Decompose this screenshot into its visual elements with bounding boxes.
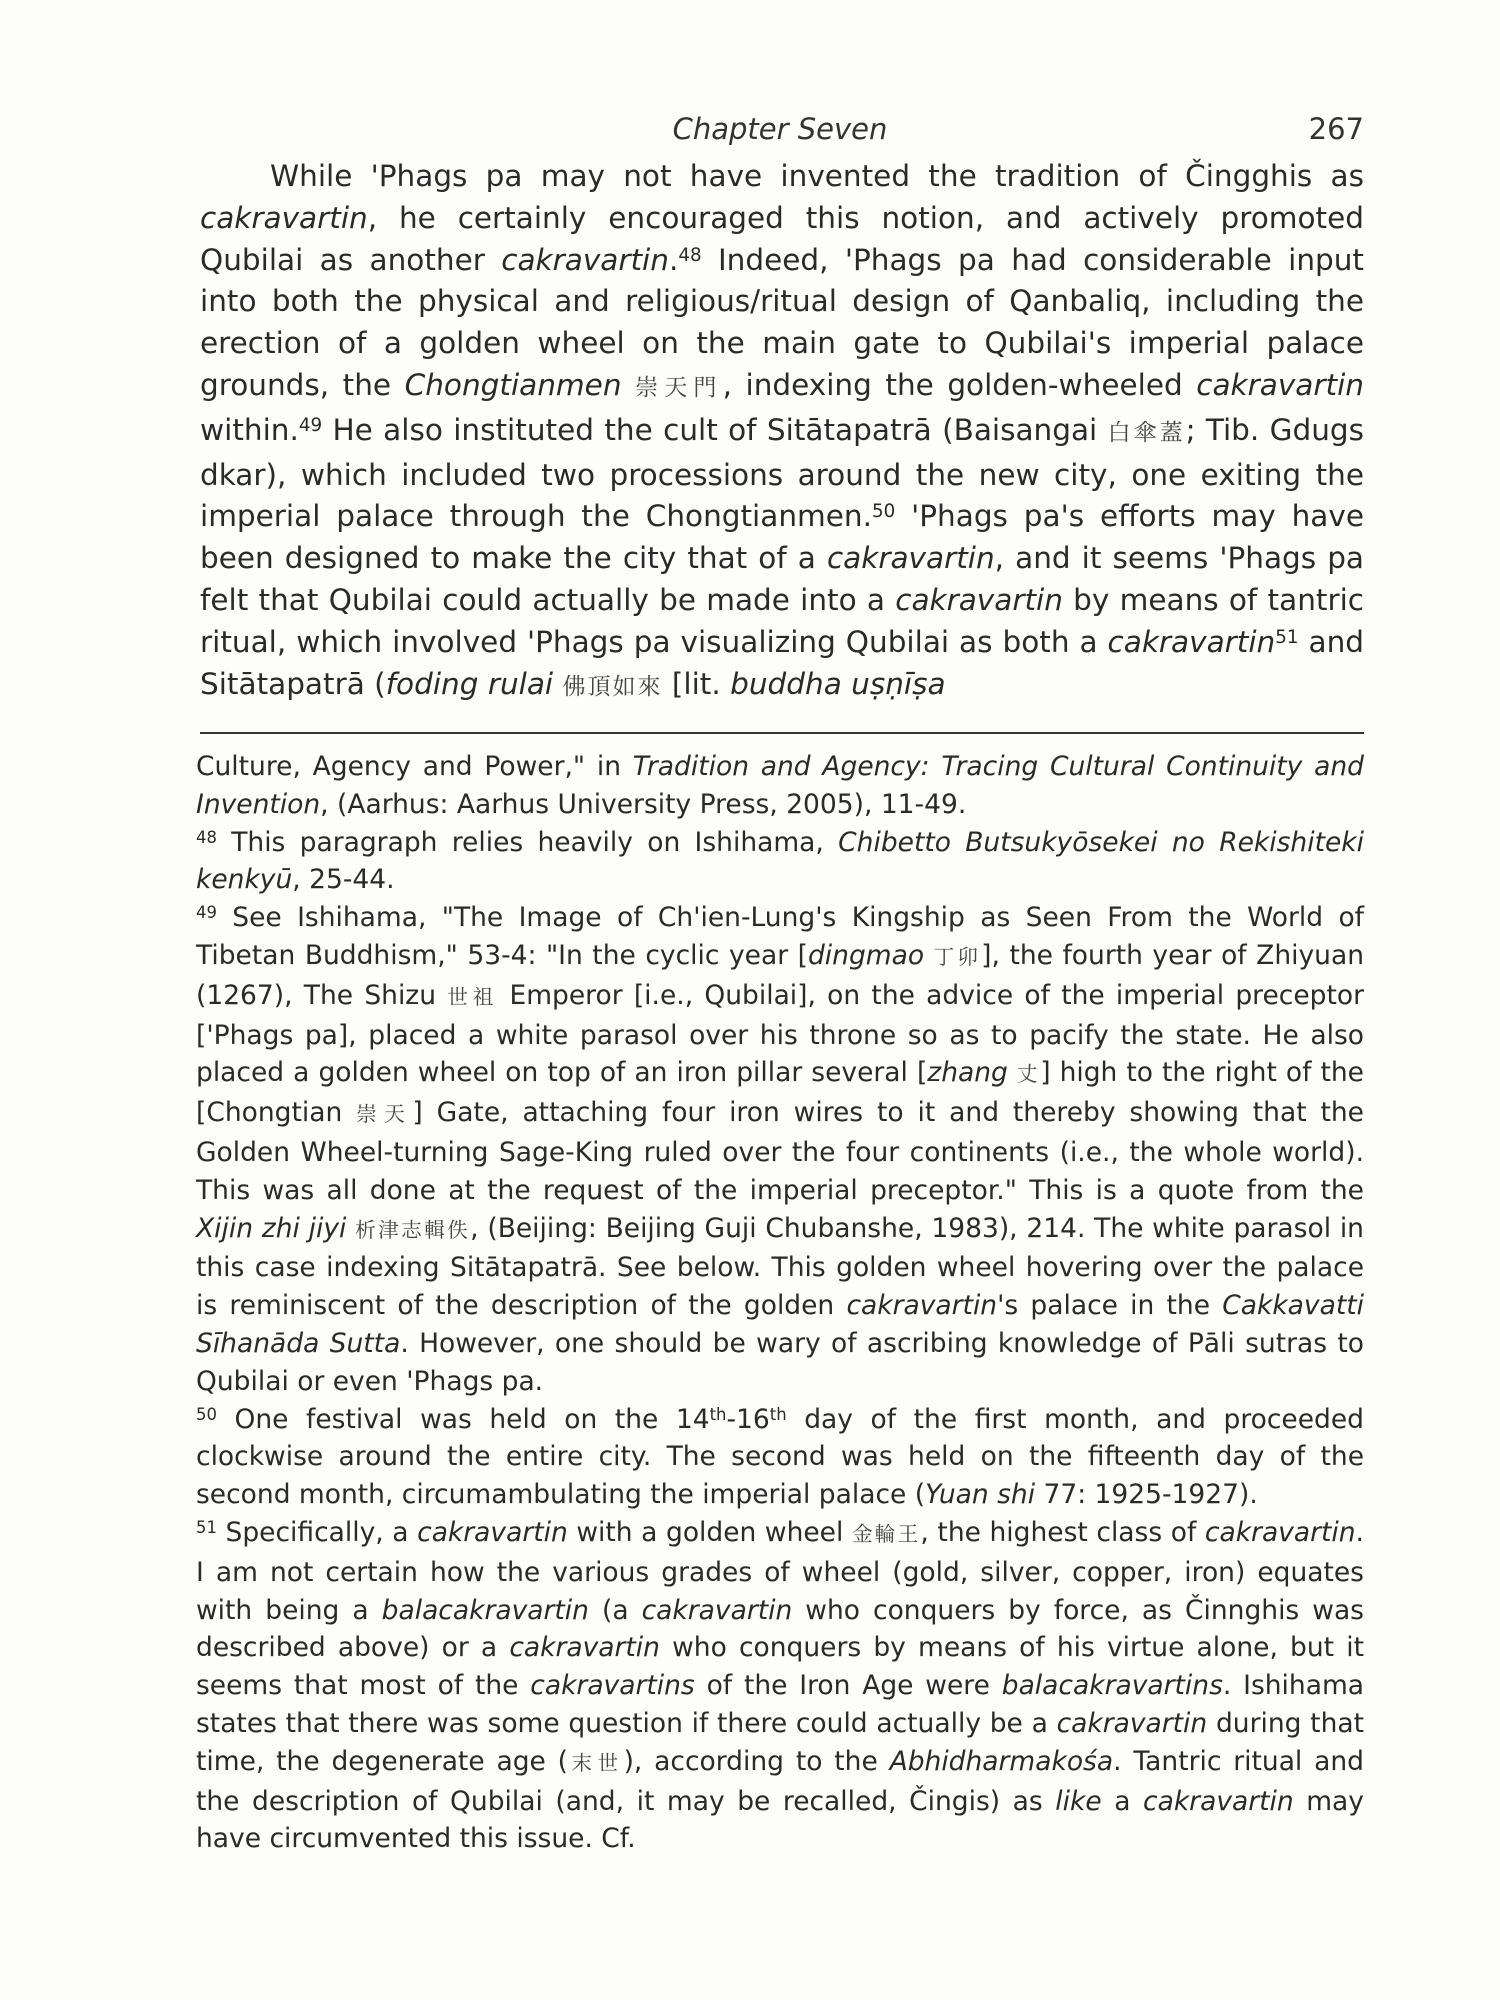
chapter-title: Chapter Seven [672, 112, 888, 146]
footnote-ref-51[interactable]: 51 [1275, 626, 1299, 648]
footnote-number: 48 [196, 827, 217, 847]
footnote-number: 51 [196, 1517, 217, 1537]
page-number: 267 [1308, 112, 1364, 146]
footnote-number: 50 [196, 1404, 217, 1424]
body-paragraph: While 'Phags pa may not have invented the tradition of Čingghis as cakravartin, he certainly encouraged this notion, and actively promoted Qubilai as another cakravartin.$^{48}$ Indeed, 'Phags pa had considerable input into both the physical and religious/ritual design of Qanbaliq, including the erection of a golden wheel on the main gate to Qubilai's imperial palace grounds, the Chongtianmen 崇天門, indexing the golden-wheeled cakravartin within.$^{49}$ He also instituted the cult of Sitātapatrā (Baisangai 白傘蓋; Tib. Gdugs dkar), which included two processions around the new city, one exiting the imperial palace through the Chongtianmen.$^{50}$ 'Phags pa's efforts may have been designed to make the city that of a cakravartin, and it seems 'Phags pa felt that Qubilai could actually be made into a cakravartin by means of tantric ritual, which involved 'Phags pa visualizing Qubilai as both a cakravartin$^{51}$ and Sitātapatrā (foding rulai 佛頂如來 [lit. buddha uṣṇīṣa [200, 159, 1365, 701]
footnote-ref-48[interactable]: 48 [678, 244, 702, 266]
footnote-ref-50[interactable]: 50 [872, 501, 896, 523]
footnote-51: $^{51}$ Specifically, a cakravartin with a golden wheel 金輪王, the highest class of cakravartin. I am not certain how the various grades of wheel (gold, silver, copper, iron) equates with being a balacakravartin (a cakravartin who conquers by force, as Činnghis was described above) or a cakravartin who conquers by means of his virtue alone, but it seems that most of the cakravartins of the Iron Age were balacakravartins. Ishihama states that there was some question if there could actually be a cakravartin during that time, the degenerate age (末世), according to the Abhidharmakośa. Tantric ritual and the description of Qubilai (and, it may be recalled, Čingis) as like a cakravartin may have circumvented this issue. Cf. [196, 1516, 1364, 1855]
running-header [196, 112, 1364, 152]
footnotes [196, 748, 1364, 1858]
footnote-divider [200, 732, 1364, 734]
footnote-49: $^{49}$ See Ishihama, "The Image of Ch'ien-Lung's Kingship as Seen From the World of Tibetan Buddhism," 53-4: "In the cyclic year [dingmao 丁卯], the fourth year of Zhiyuan (1267), The Shizu 世祖 Emperor [i.e., Qubilai], on the advice of the imperial preceptor ['Phags pa], placed a white parasol over his throne so as to pacify the state. He also placed a golden wheel on top of an iron pillar several [zhang 丈] high to the right of the [Chongtian 崇天] Gate, attaching four iron wires to it and thereby showing that the Golden Wheel-turning Sage-King ruled over the four continents (i.e., the whole world). This was all done at the request of the imperial preceptor." This is a quote from the Xijin zhi jiyi 析津志輯佚, (Beijing: Beijing Guji Chubanshe, 1983), 214. The white parasol in this case indexing Sitātapatrā. See below. This golden wheel hovering over the palace is reminiscent of the description of the golden cakravartin's palace in the Cakkavatti Sīhanāda Sutta. However, one should be wary of ascribing knowledge of Pāli sutras to Qubilai or even 'Phags pa. [196, 902, 1365, 1397]
footnote-number: 49 [196, 902, 217, 922]
footnote-ref-49[interactable]: 49 [298, 414, 323, 436]
footnote-48: $^{48}$ This paragraph relies heavily on Ishihama, Chibetto Butsukyōsekei no Rekishiteki kenkyū, 25-44. [196, 826, 1364, 896]
footnote-continuation: Culture, Agency and Power," in Tradition and Agency: Tracing Cultural Continuity and Invention, (Aarhus: Aarhus University Press, 2005), 11-49. [196, 751, 1364, 820]
main-text [200, 156, 1364, 708]
footnote-50: $^{50}$ One festival was held on the 14th-16th day of the first month, and proceeded clockwise around the entire city. The second was held on the fifteenth day of the second month, circumambulating the imperial palace (Yuan shi 77: 1925-1927). [196, 1403, 1364, 1511]
